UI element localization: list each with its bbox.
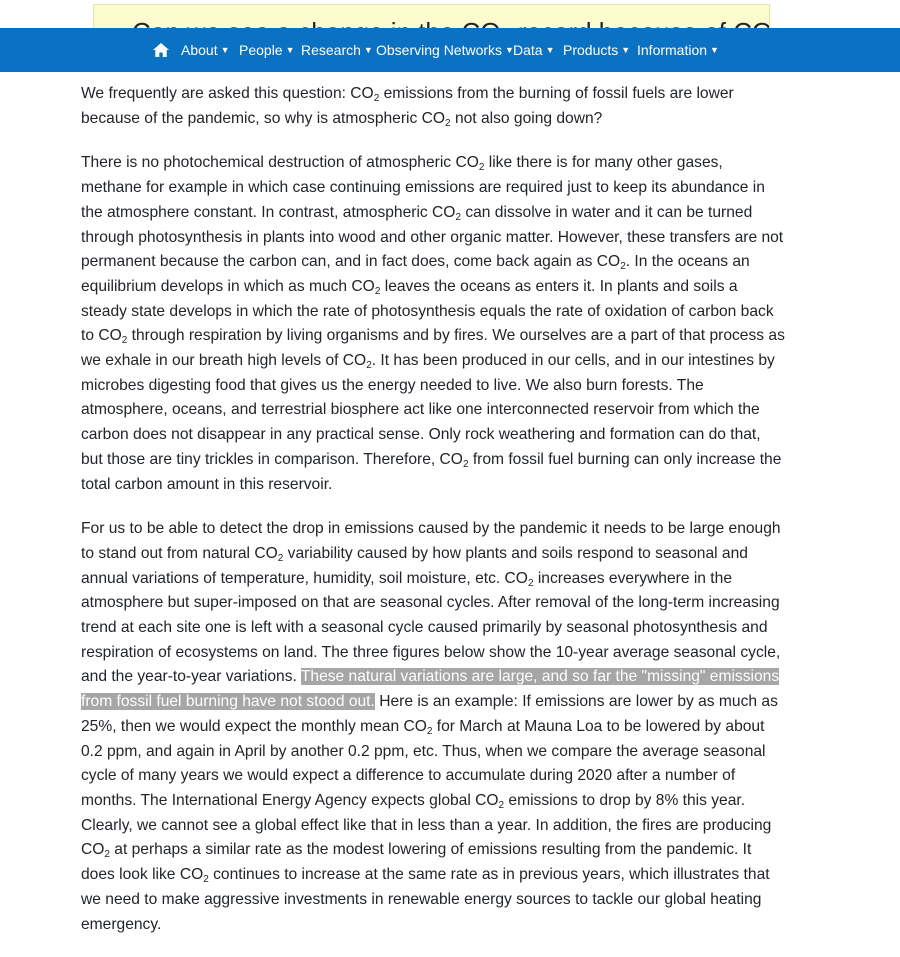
article-body [81, 82, 786, 957]
nav-information[interactable]: Information ▼ [637, 42, 719, 58]
nav-people[interactable]: People ▼ [239, 42, 295, 58]
paragraph-detection: For us to be able to detect the drop in emissions caused by the pandemic it needs to be large enough to stand out from natural $CO_2$ variability caused by how plants and soils respond to seasonal and annual variations of temperature, humidity, soil moisture, etc. $CO_2$ increases everywhere in the atmosphere but super-imposed on that are seasonal cycles. After removal of the long-term increasing trend at each site one is left with a seasonal cycle caused primarily by seasonal photosynthesis and respiration of ecosystems on land. The three figures below show the 10-year average seasonal cycle, and the year-to-year variations. These natural variations are large, and so far the "missing" emissions from fossil fuel burning have not stood out. Here is an example: If emissions are lower by as much as 25%, then we would expect the monthly mean $CO_2$ for March at Mauna Loa to be lowered by about 0.2 ppm, and again in April by another 0.2 ppm, etc. Thus, when we compare the average seasonal cycle of many years we would expect a difference to accumulate during 2020 after a number of months. The International Energy Agency expects global $CO_2$ emissions to drop by 8% this year. Clearly, we cannot see a global effect like that in less than a year. In addition, the fires are producing $CO_2$ at perhaps a similar rate as the modest lowering of emissions resulting from the pandemic. It does look like $CO_2$ continues to increase at the same rate as in previous years, which illustrates that we need to make aggressive investments in renewable energy sources to tackle our global heating emergency. [81, 520, 781, 933]
navbar [0, 28, 900, 72]
chevron-down-icon: ▼ [363, 45, 373, 55]
chevron-down-icon: ▼ [505, 45, 514, 55]
home-icon[interactable] [152, 41, 170, 59]
nav-research[interactable]: Research ▼ [301, 42, 373, 58]
paragraph-question: We frequently are asked this question: $CO_2$ emissions from the burning of fossil fuels are lower because of the pandemic, so why is atmospheric $CO_2$ not also going down? [81, 85, 734, 129]
chevron-down-icon: ▼ [621, 45, 631, 55]
nav-observing-networks[interactable]: Observing Networks ▼ [376, 42, 514, 58]
chevron-down-icon: ▼ [285, 45, 295, 55]
paragraph-carbon-cycle: There is no photochemical destruction of atmospheric $CO_2$ like there is for many other gases, methane for example in which case continuing emissions are required just to keep its abundance in the atmosphere constant. In contrast, atmospheric $CO_2$ can dissolve in water and it can be turned through photosynthesis in plants into wood and other organic matter. However, these transfers are not permanent because the carbon can, and in fact does, come back again as $CO_2$. In the oceans an equilibrium develops in which as much $CO_2$ leaves the oceans as enters it. In plants and soils a steady state develops in which the rate of photosynthesis equals the rate of oxidation of carbon back to $CO_2$ through respiration by living organisms and by fires. We ourselves are a part of that process as we exhale in our breath high levels of $CO_2$. It has been produced in our cells, and in our intestines by microbes digesting food that gives us the energy needed to live. We also burn forests. The atmosphere, oceans, and terrestrial biosphere act like one interconnected reservoir from which the carbon does not disappear in any practical sense. Only rock weathering and formation can do that, but those are tiny trickles in comparison. Therefore, $CO_2$ from fossil fuel burning can only increase the total carbon amount in this reservoir. [81, 154, 785, 493]
chevron-down-icon: ▼ [545, 45, 555, 55]
nav-about[interactable]: About ▼ [181, 42, 230, 58]
nav-data[interactable]: Data ▼ [513, 42, 555, 58]
chevron-down-icon: ▼ [220, 45, 230, 55]
highlighted-text: These natural variations are large, and so far the "missing" emissions from fossil fuel burning have not stood out. [81, 668, 780, 711]
chevron-down-icon: ▼ [710, 45, 719, 55]
nav-products[interactable]: Products ▼ [563, 42, 631, 58]
